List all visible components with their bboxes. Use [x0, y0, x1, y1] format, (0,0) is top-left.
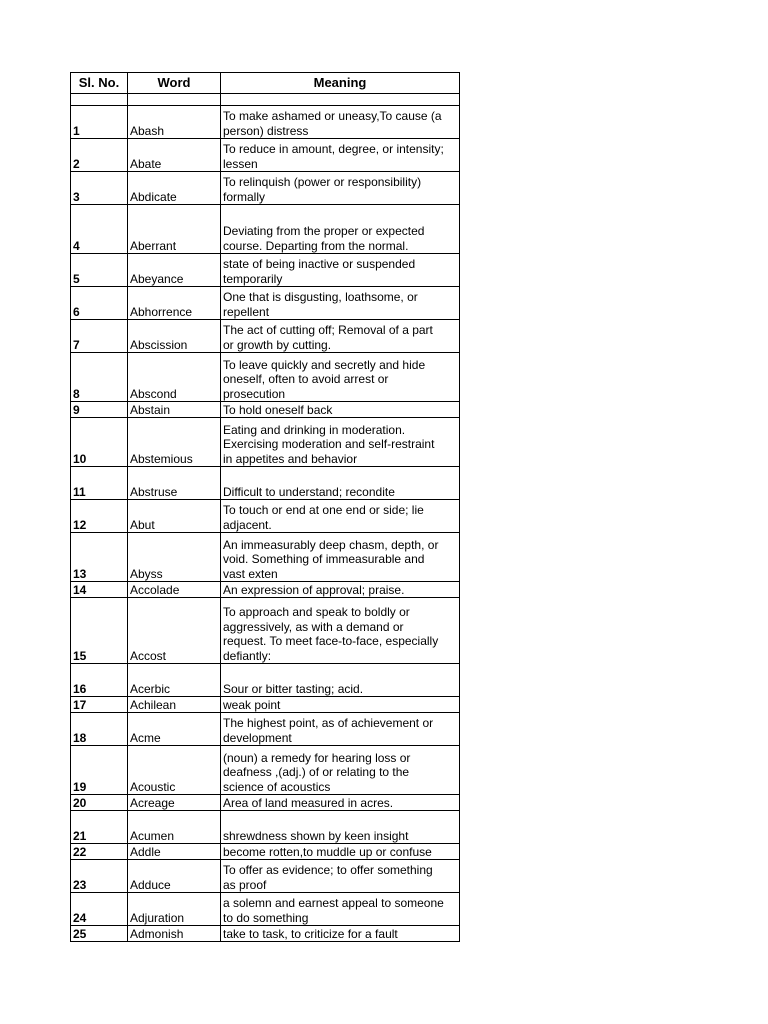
row-number: 11 [71, 467, 128, 500]
table-row [71, 844, 460, 860]
row-number: 23 [71, 860, 128, 893]
row-word: Abate [128, 139, 221, 172]
row-word: Abscission [128, 320, 221, 353]
row-word: Abyss [128, 533, 221, 582]
row-meaning: One that is disgusting, loathsome, or repellent [221, 287, 460, 320]
row-number: 18 [71, 713, 128, 746]
row-number: 8 [71, 353, 128, 402]
vocabulary-table [70, 72, 460, 942]
row-number: 20 [71, 795, 128, 811]
table-row [71, 139, 460, 172]
header-word: Word [128, 73, 221, 94]
table-row [71, 746, 460, 795]
row-word: Acerbic [128, 664, 221, 697]
row-word: Abstemious [128, 418, 221, 467]
table-row [71, 287, 460, 320]
row-meaning: To leave quickly and secretly and hide oneself, often to avoid arrest or prosecution [221, 353, 460, 402]
row-number: 5 [71, 254, 128, 287]
table-row [71, 320, 460, 353]
row-number: 15 [71, 598, 128, 664]
row-word: Abeyance [128, 254, 221, 287]
row-word: Acumen [128, 811, 221, 844]
row-number: 10 [71, 418, 128, 467]
row-word: Abscond [128, 353, 221, 402]
table-row [71, 795, 460, 811]
row-word: Abstruse [128, 467, 221, 500]
row-number: 9 [71, 402, 128, 418]
table-row [71, 926, 460, 942]
row-number: 2 [71, 139, 128, 172]
row-meaning: take to task, to criticize for a fault [221, 926, 460, 942]
table-row [71, 598, 460, 664]
row-meaning: Difficult to understand; recondite [221, 467, 460, 500]
table-row [71, 664, 460, 697]
row-meaning: become rotten,to muddle up or confuse [221, 844, 460, 860]
row-meaning: To reduce in amount, degree, or intensity; lessen [221, 139, 460, 172]
blank-cell [221, 94, 460, 106]
table-row [71, 533, 460, 582]
row-word: Abstain [128, 402, 221, 418]
row-word: Acreage [128, 795, 221, 811]
row-meaning: An expression of approval; praise. [221, 582, 460, 598]
blank-cell [71, 94, 128, 106]
row-number: 16 [71, 664, 128, 697]
row-word: Abash [128, 106, 221, 139]
table-row [71, 582, 460, 598]
row-number: 3 [71, 172, 128, 205]
row-meaning: To touch or end at one end or side; lie adjacent. [221, 500, 460, 533]
table-row [71, 254, 460, 287]
row-number: 25 [71, 926, 128, 942]
row-word: Addle [128, 844, 221, 860]
row-meaning: The highest point, as of achievement or development [221, 713, 460, 746]
table-row [71, 205, 460, 254]
row-meaning: Eating and drinking in moderation. Exercising moderation and self-restraint in appetites and behavior [221, 418, 460, 467]
row-meaning: weak point [221, 697, 460, 713]
header-meaning: Meaning [221, 73, 460, 94]
row-meaning: The act of cutting off; Removal of a part or growth by cutting. [221, 320, 460, 353]
row-meaning: Deviating from the proper or expected course. Departing from the normal. [221, 205, 460, 254]
row-meaning: To hold oneself back [221, 402, 460, 418]
row-word: Acoustic [128, 746, 221, 795]
row-meaning: Sour or bitter tasting; acid. [221, 664, 460, 697]
row-word: Adduce [128, 860, 221, 893]
row-word: Aberrant [128, 205, 221, 254]
row-number: 6 [71, 287, 128, 320]
row-meaning: (noun) a remedy for hearing loss or deafness ,(adj.) of or relating to the science of acoustics [221, 746, 460, 795]
row-number: 22 [71, 844, 128, 860]
blank-cell [128, 94, 221, 106]
blank-row [71, 94, 460, 106]
row-number: 13 [71, 533, 128, 582]
row-meaning: To offer as evidence; to offer something as proof [221, 860, 460, 893]
row-meaning: To make ashamed or uneasy,To cause (a person) distress [221, 106, 460, 139]
row-word: Abhorrence [128, 287, 221, 320]
table-row [71, 172, 460, 205]
table-row [71, 893, 460, 926]
row-number: 19 [71, 746, 128, 795]
row-meaning: To approach and speak to boldly or aggressively, as with a demand or request. To meet face-to-face, especially defiantly: [221, 598, 460, 664]
row-meaning: a solemn and earnest appeal to someone to do something [221, 893, 460, 926]
row-word: Accolade [128, 582, 221, 598]
table-header-row [71, 73, 460, 94]
row-number: 17 [71, 697, 128, 713]
table-row [71, 106, 460, 139]
row-number: 12 [71, 500, 128, 533]
row-word: Admonish [128, 926, 221, 942]
row-number: 4 [71, 205, 128, 254]
row-meaning: To relinquish (power or responsibility) formally [221, 172, 460, 205]
row-word: Achilean [128, 697, 221, 713]
table-row [71, 697, 460, 713]
row-number: 24 [71, 893, 128, 926]
table-row [71, 418, 460, 467]
table-row [71, 860, 460, 893]
header-sl-no: Sl. No. [71, 73, 128, 94]
row-number: 21 [71, 811, 128, 844]
table-row [71, 713, 460, 746]
row-meaning: An immeasurably deep chasm, depth, or void. Something of immeasurable and vast exten [221, 533, 460, 582]
row-meaning: state of being inactive or suspended temporarily [221, 254, 460, 287]
table-row [71, 811, 460, 844]
row-number: 14 [71, 582, 128, 598]
row-meaning: Area of land measured in acres. [221, 795, 460, 811]
row-number: 1 [71, 106, 128, 139]
row-word: Adjuration [128, 893, 221, 926]
row-number: 7 [71, 320, 128, 353]
row-word: Acme [128, 713, 221, 746]
row-word: Abdicate [128, 172, 221, 205]
table-row [71, 353, 460, 402]
table-row [71, 467, 460, 500]
table-row [71, 402, 460, 418]
row-word: Accost [128, 598, 221, 664]
table-row [71, 500, 460, 533]
row-meaning: shrewdness shown by keen insight [221, 811, 460, 844]
row-word: Abut [128, 500, 221, 533]
